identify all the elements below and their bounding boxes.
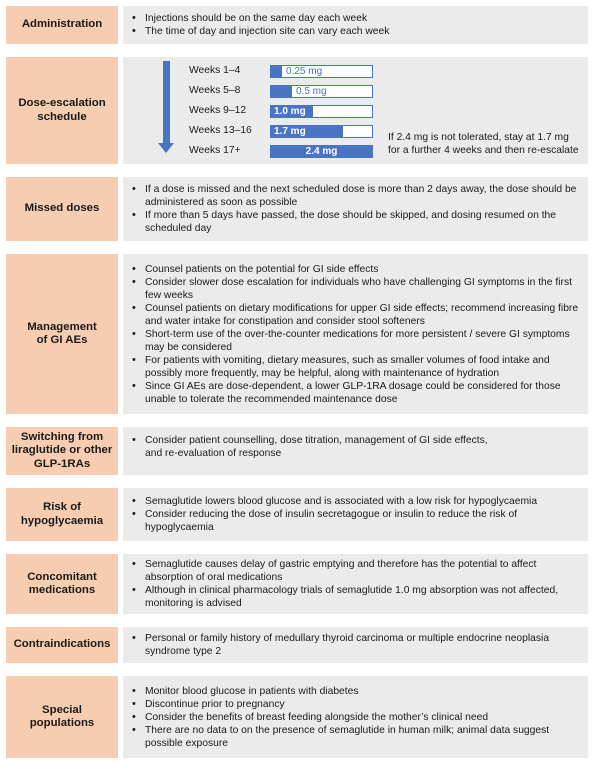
bullet-list xyxy=(131,495,582,534)
week-label: Weeks 9–12 xyxy=(189,105,247,116)
bullet-list xyxy=(131,632,582,658)
section-management-gi xyxy=(6,254,588,414)
section-dose-escalation xyxy=(6,57,588,164)
section-administration xyxy=(6,6,588,44)
week-label: Weeks 1–4 xyxy=(189,65,241,76)
down-arrow-icon xyxy=(163,61,170,145)
bullet-item: • Consider patient counselling, dose titration, management of GI side effects, and re-evaluation of response xyxy=(145,434,582,460)
arrow-head-icon xyxy=(158,143,174,153)
bullet-list xyxy=(131,558,582,610)
dose-value: 0.25 mg xyxy=(286,66,323,77)
bullet-item: • Short-term use of the over-the-counter medications for more persistent / severe GI symptoms may be considered xyxy=(145,328,582,354)
section-content xyxy=(123,427,588,475)
section-label: Special populations xyxy=(6,676,118,758)
dose-bar xyxy=(270,105,373,118)
bullet-item: • Consider slower dose escalation for individuals who have challenging GI symptoms in the first few weeks xyxy=(145,276,582,302)
section-content xyxy=(123,554,588,614)
section-content xyxy=(123,177,588,241)
bullet-item: • For patients with vomiting, dietary measures, such as smaller volumes of food intake and possibly more frequently, may be helpful, along with maintenance of hydration xyxy=(145,354,582,380)
bullet-item: • Semaglutide causes delay of gastric emptying and therefore has the potential to affect absorption of oral medications xyxy=(145,558,582,584)
bullet-item: • Discontinue prior to pregnancy xyxy=(145,698,582,711)
section-content xyxy=(123,676,588,758)
dose-value: 1.0 mg xyxy=(274,106,306,117)
dose-bar xyxy=(270,145,373,158)
bullet-item: • Counsel patients on the potential for GI side effects xyxy=(145,263,582,276)
dose-bar-fill xyxy=(271,66,282,77)
section-special-populations xyxy=(6,676,588,758)
section-label: Management of GI AEs xyxy=(6,254,118,414)
bullet-item: • Monitor blood glucose in patients with diabetes xyxy=(145,685,582,698)
bullet-item: • Counsel patients on dietary modifications for upper GI side effects; recommend increasing fibre and water intake for constipation and consider stool softeners xyxy=(145,302,582,328)
section-concomitant xyxy=(6,554,588,614)
bullet-list xyxy=(131,183,582,235)
section-contraindications xyxy=(6,627,588,663)
section-label: Contraindications xyxy=(6,627,118,663)
section-label: Risk of hypoglycaemia xyxy=(6,488,118,541)
bullet-item: • The time of day and injection site can vary each week xyxy=(145,25,582,38)
dose-bar xyxy=(270,85,373,98)
section-hypoglycaemia xyxy=(6,488,588,541)
bullet-item: • Semaglutide lowers blood glucose and is associated with a low risk for hypoglycaemia xyxy=(145,495,582,508)
bullet-item: • Injections should be on the same day each week xyxy=(145,12,582,25)
dose-schedule-chart xyxy=(123,57,588,164)
dose-note-line: for a further 4 weeks and then re-escalate xyxy=(388,145,579,156)
section-label: Missed doses xyxy=(6,177,118,241)
section-switching xyxy=(6,427,588,475)
bullet-item: • Consider reducing the dose of insulin secretagogue or insulin to reduce the risk of hypoglycaemia xyxy=(145,508,582,534)
dose-note-line: If 2.4 mg is not tolerated, stay at 1.7 mg xyxy=(388,132,569,143)
week-label: Weeks 13–16 xyxy=(189,125,252,136)
dose-bar-fill xyxy=(271,86,292,97)
bullet-list xyxy=(131,685,582,750)
bullet-list xyxy=(131,263,582,406)
section-content xyxy=(123,627,588,663)
bullet-item: • Consider the benefits of breast feeding alongside the mother’s clinical need xyxy=(145,711,582,724)
bullet-item: • Since GI AEs are dose-dependent, a lower GLP-1RA dosage could be considered for those unable to tolerate the recommended maintenance dose xyxy=(145,380,582,406)
dose-value: 0.5 mg xyxy=(296,86,327,97)
bullet-item: • If a dose is missed and the next scheduled dose is more than 2 days away, the dose should be administered as soon as possible xyxy=(145,183,582,209)
dose-value: 1.7 mg xyxy=(274,126,306,137)
section-content xyxy=(123,6,588,44)
section-label: Concomitant medications xyxy=(6,554,118,614)
bullet-list xyxy=(131,434,582,460)
dose-bar xyxy=(270,65,373,78)
section-label: Administration xyxy=(6,6,118,44)
section-label: Dose-escalation schedule xyxy=(6,57,118,164)
bullet-item: • There are no data to on the presence of semaglutide in human milk; animal data suggest possible exposure xyxy=(145,724,582,750)
week-label: Weeks 5–8 xyxy=(189,85,241,96)
bullet-item: • Although in clinical pharmacology trials of semaglutide 1.0 mg absorption was not affected, monitoring is advised xyxy=(145,584,582,610)
dose-bar xyxy=(270,125,373,138)
bullet-item: • Personal or family history of medullary thyroid carcinoma or multiple endocrine neoplasia syndrome type 2 xyxy=(145,632,582,658)
bullet-item: • If more than 5 days have passed, the dose should be skipped, and dosing resumed on the scheduled day xyxy=(145,209,582,235)
section-missed-doses xyxy=(6,177,588,241)
bullet-list xyxy=(131,12,582,38)
section-content xyxy=(123,488,588,541)
week-label: Weeks 17+ xyxy=(189,145,241,156)
section-label: Switching from liraglutide or other GLP-1RAs xyxy=(6,427,118,475)
dose-value: 2.4 mg xyxy=(305,146,338,157)
dose-note xyxy=(388,131,594,157)
section-content xyxy=(123,254,588,414)
